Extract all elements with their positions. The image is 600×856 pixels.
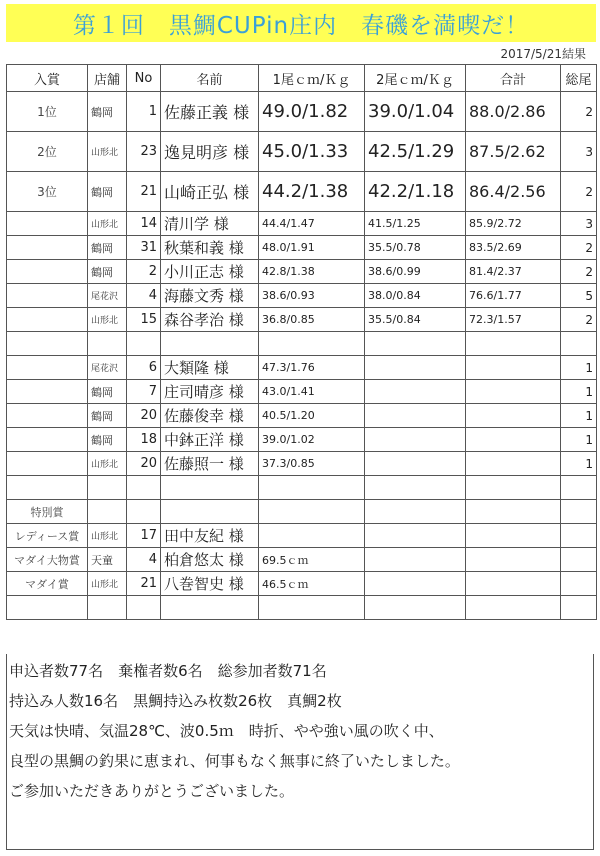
count-cell: 5 [561,284,597,308]
no-cell: 14 [127,212,161,236]
table-row [7,524,597,548]
fish2-cell: 42.2/1.18 [365,172,466,212]
shop-cell: 鶴岡 [88,172,127,212]
shop-cell: 尾花沢 [88,284,127,308]
fish1-cell: 42.8/1.38 [259,260,365,284]
name-cell: 田中友紀 様 [161,524,259,548]
table-row [7,172,597,212]
name-cell: 秋葉和義 様 [161,236,259,260]
table-row [7,132,597,172]
fish1-cell: 37.3/0.85 [259,452,365,476]
title-banner [6,4,596,42]
fish1-cell: 40.5/1.20 [259,404,365,428]
shop-cell: 鶴岡 [88,380,127,404]
header-total: 合計 [466,65,561,92]
no-cell: 4 [127,284,161,308]
fish2-cell: 35.5/0.84 [365,308,466,332]
no-cell: 6 [127,356,161,380]
table-row [7,572,597,596]
table-row [7,356,597,380]
table-row [7,260,597,284]
fish2-cell: 42.5/1.29 [365,132,466,172]
total-cell: 76.6/1.77 [466,284,561,308]
total-cell: 83.5/2.69 [466,236,561,260]
header-no: No [127,65,161,92]
note-line: 持込み人数16名 黒鯛持込み枚数26枚 真鯛2枚 [9,692,342,710]
no-cell: 7 [127,380,161,404]
table-row [7,548,597,572]
count-cell: 1 [561,356,597,380]
shop-cell: 山形北 [88,524,127,548]
name-cell: 柏倉悠太 様 [161,548,259,572]
header-fish1: 1尾ｃｍ/Ｋｇ [259,65,365,92]
count-cell: 2 [561,260,597,284]
shop-cell: 鶴岡 [88,236,127,260]
header-fish2: 2尾ｃｍ/Ｋｇ [365,65,466,92]
name-cell: 海藤文秀 様 [161,284,259,308]
size-cell: 69.5ｃｍ [259,548,365,572]
no-cell: 15 [127,308,161,332]
fish1-cell: 38.6/0.93 [259,284,365,308]
name-cell: 小川正志 様 [161,260,259,284]
no-cell: 18 [127,428,161,452]
fish2-cell: 38.0/0.84 [365,284,466,308]
blank-row [7,476,597,500]
count-cell: 2 [561,92,597,132]
size-cell [259,524,365,548]
name-cell: 山崎正弘 様 [161,172,259,212]
shop-cell: 天童 [88,548,127,572]
total-cell: 85.9/2.72 [466,212,561,236]
page-title: 第１回 黒鯛CUPin庄内 春磯を満喫だ！ [72,12,530,39]
header-name: 名前 [161,65,259,92]
header-rank: 入賞 [7,65,88,92]
name-cell: 佐藤正義 様 [161,92,259,132]
no-cell: 21 [127,172,161,212]
table-row [7,92,597,132]
shop-cell: 山形北 [88,452,127,476]
header-count: 総尾 [561,65,597,92]
fish1-cell: 49.0/1.82 [259,92,365,132]
fish2-cell: 35.5/0.78 [365,236,466,260]
name-cell: 大類隆 様 [161,356,259,380]
rank-cell: 1位 [7,92,88,132]
shop-cell: 鶴岡 [88,260,127,284]
table-row [7,236,597,260]
rank-cell: 3位 [7,172,88,212]
count-cell: 1 [561,404,597,428]
shop-cell: 山形北 [88,572,127,596]
table-row [7,404,597,428]
fish1-cell: 48.0/1.91 [259,236,365,260]
name-cell: 清川学 様 [161,212,259,236]
header-row [7,65,597,92]
table-row [7,428,597,452]
fish1-cell: 44.2/1.38 [259,172,365,212]
header-shop: 店舗 [88,65,127,92]
no-cell: 21 [127,572,161,596]
no-cell: 20 [127,404,161,428]
no-cell: 1 [127,92,161,132]
no-cell: 31 [127,236,161,260]
shop-cell: 鶴岡 [88,92,127,132]
count-cell: 3 [561,132,597,172]
no-cell: 4 [127,548,161,572]
award-cell: マダイ賞 [7,572,88,596]
name-cell: 森谷孝治 様 [161,308,259,332]
note-line: ご参加いただきありがとうございました。 [9,782,295,800]
name-cell: 佐藤照一 様 [161,452,259,476]
fish1-cell: 44.4/1.47 [259,212,365,236]
table-row [7,380,597,404]
award-cell: レディース賞 [7,524,88,548]
name-cell: 佐藤俊幸 様 [161,404,259,428]
table-row [7,212,597,236]
fish1-cell: 45.0/1.33 [259,132,365,172]
shop-cell: 山形北 [88,308,127,332]
fish1-cell: 39.0/1.02 [259,428,365,452]
table-row [7,452,597,476]
count-cell: 3 [561,212,597,236]
shop-cell: 尾花沢 [88,356,127,380]
name-cell: 庄司晴彦 様 [161,380,259,404]
no-cell: 23 [127,132,161,172]
fish2-cell: 38.6/0.99 [365,260,466,284]
fish1-cell: 47.3/1.76 [259,356,365,380]
fish2-cell: 39.0/1.04 [365,92,466,132]
count-cell: 2 [561,236,597,260]
shop-cell: 鶴岡 [88,404,127,428]
total-cell: 88.0/2.86 [466,92,561,132]
blank-row [7,596,597,620]
fish1-cell: 43.0/1.41 [259,380,365,404]
count-cell: 2 [561,172,597,212]
award-cell: マダイ大物賞 [7,548,88,572]
note-line: 良型の黒鯛の釣果に恵まれ、何事もなく無事に終了いたしました。 [9,752,460,770]
size-cell: 46.5ｃｍ [259,572,365,596]
table-row [7,308,597,332]
shop-cell: 山形北 [88,212,127,236]
rank-cell: 2位 [7,132,88,172]
count-cell: 2 [561,308,597,332]
special-heading-row [7,500,597,524]
count-cell: 1 [561,452,597,476]
note-line: 申込者数77名 棄権者数6名 総参加者数71名 [9,662,327,680]
count-cell: 1 [561,428,597,452]
count-cell: 1 [561,380,597,404]
result-date: 2017/5/21結果 [500,47,586,61]
notes-box [6,654,594,850]
total-cell: 86.4/2.56 [466,172,561,212]
shop-cell: 山形北 [88,132,127,172]
name-cell: 中鉢正洋 様 [161,428,259,452]
no-cell: 2 [127,260,161,284]
table-row [7,284,597,308]
fish2-cell: 41.5/1.25 [365,212,466,236]
note-line: 天気は快晴、気温28℃、波0.5ｍ 時折、やや強い風の吹く中、 [9,722,444,740]
name-cell: 逸見明彦 様 [161,132,259,172]
no-cell: 20 [127,452,161,476]
blank-row [7,332,597,356]
total-cell: 87.5/2.62 [466,132,561,172]
total-cell: 72.3/1.57 [466,308,561,332]
total-cell: 81.4/2.37 [466,260,561,284]
fish1-cell: 36.8/0.85 [259,308,365,332]
special-heading: 特別賞 [7,500,88,524]
name-cell: 八巻智史 様 [161,572,259,596]
no-cell: 17 [127,524,161,548]
results-table [6,64,597,620]
shop-cell: 鶴岡 [88,428,127,452]
